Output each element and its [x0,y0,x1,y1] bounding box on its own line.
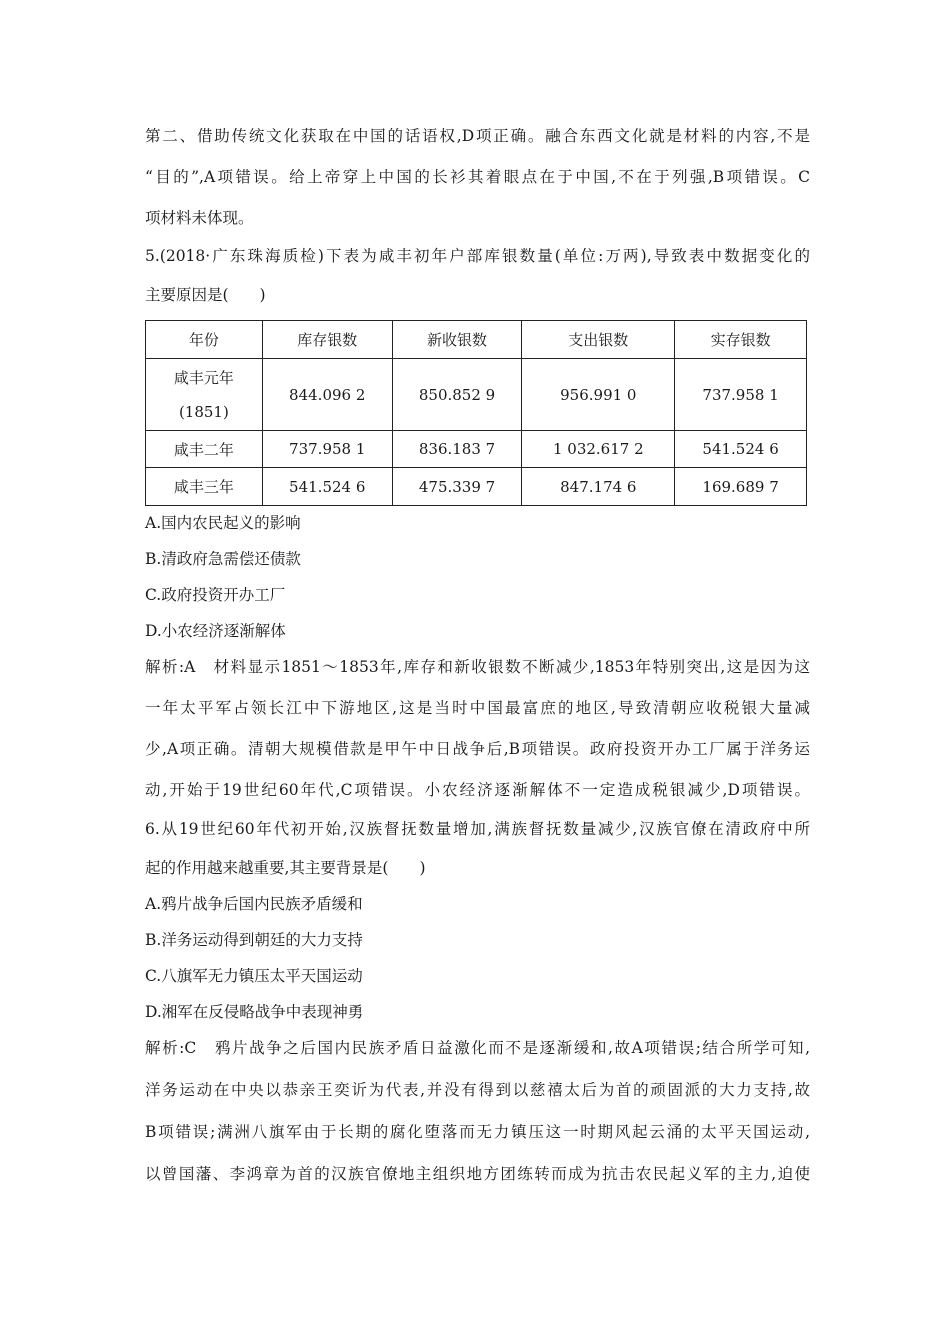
table-header: 年份 [146,321,263,359]
question-6-stem: 6.从19世纪60年代初开始,汉族督抚数量增加,满族督抚数量减少,汉族官僚在清政府中所 [145,820,810,838]
analysis-line: 以曾国藩、李鸿章为首的汉族官僚地主组织地方团练转而成为抗击农民起义军的主力,迫使 [145,1165,810,1183]
table-cell-year [146,359,263,431]
option-c: C.八旗军无力镇压太平天国运动 [145,967,363,985]
option-d: D.湘军在反侵略战争中表现神勇 [145,1003,364,1021]
table-cell: 1 032.617 2 [522,431,675,468]
table-header: 支出银数 [522,321,675,359]
table-cell: 475.339 7 [392,468,522,506]
table-cell-year: 咸丰二年 [146,431,263,468]
year-sub-label: (1851) [178,402,229,421]
option-d: D.小农经济逐渐解体 [145,622,286,640]
analysis-line: 少,A项正确。清朝大规模借款是甲午中日战争后,B项错误。政府投资开办工厂属于洋务运 [145,740,810,758]
question-6-stem: 起的作用越来越重要,其主要背景是( ) [145,859,426,877]
option-a: A.国内农民起义的影响 [145,514,301,532]
table-header-row [146,321,807,359]
table-cell: 737.958 1 [262,431,392,468]
year-label: 咸丰元年 [173,368,234,387]
table-row [146,359,807,431]
table-cell: 541.524 6 [262,468,392,506]
paragraph-line: “目的”,A项错误。给上帝穿上中国的长衫其着眼点在于中国,不在于列强,B项错误。C [145,168,810,186]
table-row [146,431,807,468]
option-a: A.鸦片战争后国内民族矛盾缓和 [145,895,363,913]
option-b: B.洋务运动得到朝廷的大力支持 [145,931,363,949]
option-b: B.清政府急需偿还债款 [145,550,301,568]
analysis-line: 动,开始于19世纪60年代,C项错误。小农经济逐渐解体不一定造成税银减少,D项错误。 [145,781,810,799]
question-5-stem: 主要原因是( ) [145,286,266,304]
table-cell: 169.689 7 [675,468,807,506]
question-5-stem: 5.(2018·广东珠海质检)下表为咸丰初年户部库银数量(单位:万两),导致表中数据变化的 [145,247,810,265]
analysis-line: 解析:A 材料显示1851～1853年,库存和新收银数不断减少,1853年特别突出,这是因为这 [145,658,810,676]
table-cell: 850.852 9 [392,359,522,431]
table-cell: 847.174 6 [522,468,675,506]
analysis-line: 洋务运动在中央以恭亲王奕䜣为代表,并没有得到以慈禧太后为首的顽固派的大力支持,故 [145,1081,810,1099]
table-row [146,468,807,506]
table-cell: 844.096 2 [262,359,392,431]
table-cell-year: 咸丰三年 [146,468,263,506]
analysis-line: 一年太平军占领长江中下游地区,这是当时中国最富庶的地区,导致清朝应收税银大量减 [145,699,810,717]
table-cell: 541.524 6 [675,431,807,468]
table-header: 新收银数 [392,321,522,359]
table-cell: 956.991 0 [522,359,675,431]
table-cell: 836.183 7 [392,431,522,468]
paragraph-line: 项材料未体现。 [145,209,254,227]
option-c: C.政府投资开办工厂 [145,586,286,604]
analysis-line: B项错误;满洲八旗军由于长期的腐化堕落而无力镇压这一时期风起云涌的太平天国运动, [145,1123,810,1141]
paragraph-line: 第二、借助传统文化获取在中国的话语权,D项正确。融合东西文化就是材料的内容,不是 [145,127,810,145]
table-cell: 737.958 1 [675,359,807,431]
table-header: 库存银数 [262,321,392,359]
table-header: 实存银数 [675,321,807,359]
analysis-line: 解析:C 鸦片战争之后国内民族矛盾日益激化而不是逐渐缓和,故A项错误;结合所学可知, [145,1039,810,1057]
silver-table [145,320,807,506]
